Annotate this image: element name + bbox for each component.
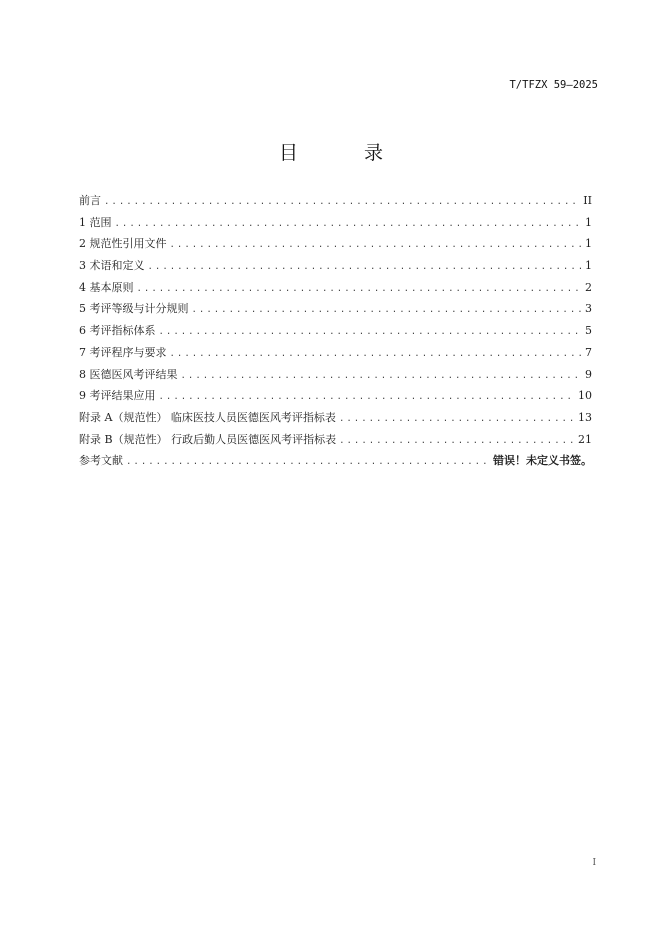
toc-entry-page: 10 xyxy=(578,389,592,403)
toc-entry-scope[interactable] xyxy=(79,214,592,236)
toc-leader-dots xyxy=(170,240,583,250)
toc-leader-dots xyxy=(159,392,576,402)
toc-leader-dots xyxy=(115,219,583,229)
toc-entry-label: 参考文献 xyxy=(79,454,123,468)
toc-entry-label: 8 医德医风考评结果 xyxy=(79,367,178,381)
toc-leader-dots xyxy=(104,197,580,207)
toc-entry-page: 2 xyxy=(585,280,592,294)
toc-entry-page: 1 xyxy=(585,237,592,251)
toc-entry-appendix-b[interactable] xyxy=(79,431,592,453)
toc-leader-dots xyxy=(181,371,583,381)
toc-entry-label: 5 考评等级与计分规则 xyxy=(79,302,189,316)
toc-leader-dots xyxy=(137,284,583,294)
toc-entry-page: 7 xyxy=(585,345,592,359)
toc-entry-page: 3 xyxy=(585,302,592,316)
toc-leader-dots xyxy=(339,414,575,424)
toc-entry-label: 7 考评程序与要求 xyxy=(79,345,167,359)
toc-entry-page: 1 xyxy=(585,215,592,229)
toc-entry-label: 9 考评结果应用 xyxy=(79,389,156,403)
toc-title: 目 录 xyxy=(278,142,414,164)
toc-entry-page-error: 错误！未定义书签。 xyxy=(493,454,592,468)
toc-leader-dots xyxy=(148,262,583,272)
toc-entry-principles[interactable] xyxy=(79,279,592,301)
toc-entry-bibliography[interactable] xyxy=(79,452,592,474)
toc-entry-appendix-a[interactable] xyxy=(79,409,592,431)
toc-entry-label: 附录 B（规范性） 行政后勤人员医德医风考评指标表 xyxy=(79,432,337,446)
toc-entry-page: 9 xyxy=(585,367,592,381)
toc-leader-dots xyxy=(159,327,583,337)
toc-entry-label: 附录 A（规范性） 临床医技人员医德医风考评指标表 xyxy=(79,410,336,424)
toc-entry-result-application[interactable] xyxy=(79,387,592,409)
toc-entry-indicator-system[interactable] xyxy=(79,322,592,344)
toc-entry-normative-references[interactable] xyxy=(79,235,592,257)
toc-entry-page: 1 xyxy=(585,259,592,273)
toc-entry-page: 13 xyxy=(578,410,592,424)
toc-leader-dots xyxy=(192,305,583,315)
toc-leader-dots xyxy=(126,457,490,467)
toc-entry-page: II xyxy=(583,194,592,207)
toc-entry-procedures[interactable] xyxy=(79,344,592,366)
toc-entry-label: 4 基本原则 xyxy=(79,280,134,294)
toc-entry-label: 3 术语和定义 xyxy=(79,259,145,273)
toc-entry-foreword[interactable] xyxy=(79,192,592,214)
toc-entry-label: 1 范围 xyxy=(79,215,112,229)
toc-entry-label: 2 规范性引用文件 xyxy=(79,237,167,251)
toc-entry-label: 前言 xyxy=(79,194,101,207)
toc-entry-page: 21 xyxy=(578,432,592,446)
document-code: T/TFZX 59—2025 xyxy=(509,79,598,91)
toc-leader-dots xyxy=(170,349,583,359)
toc-leader-dots xyxy=(339,436,575,446)
toc-entry-terms[interactable] xyxy=(79,257,592,279)
toc-entry-label: 6 考评指标体系 xyxy=(79,324,156,338)
toc-entry-results[interactable] xyxy=(79,366,592,388)
toc-entry-grading-rules[interactable] xyxy=(79,300,592,322)
toc-list xyxy=(79,192,592,474)
toc-entry-page: 5 xyxy=(585,324,592,338)
page-number: I xyxy=(592,858,596,868)
